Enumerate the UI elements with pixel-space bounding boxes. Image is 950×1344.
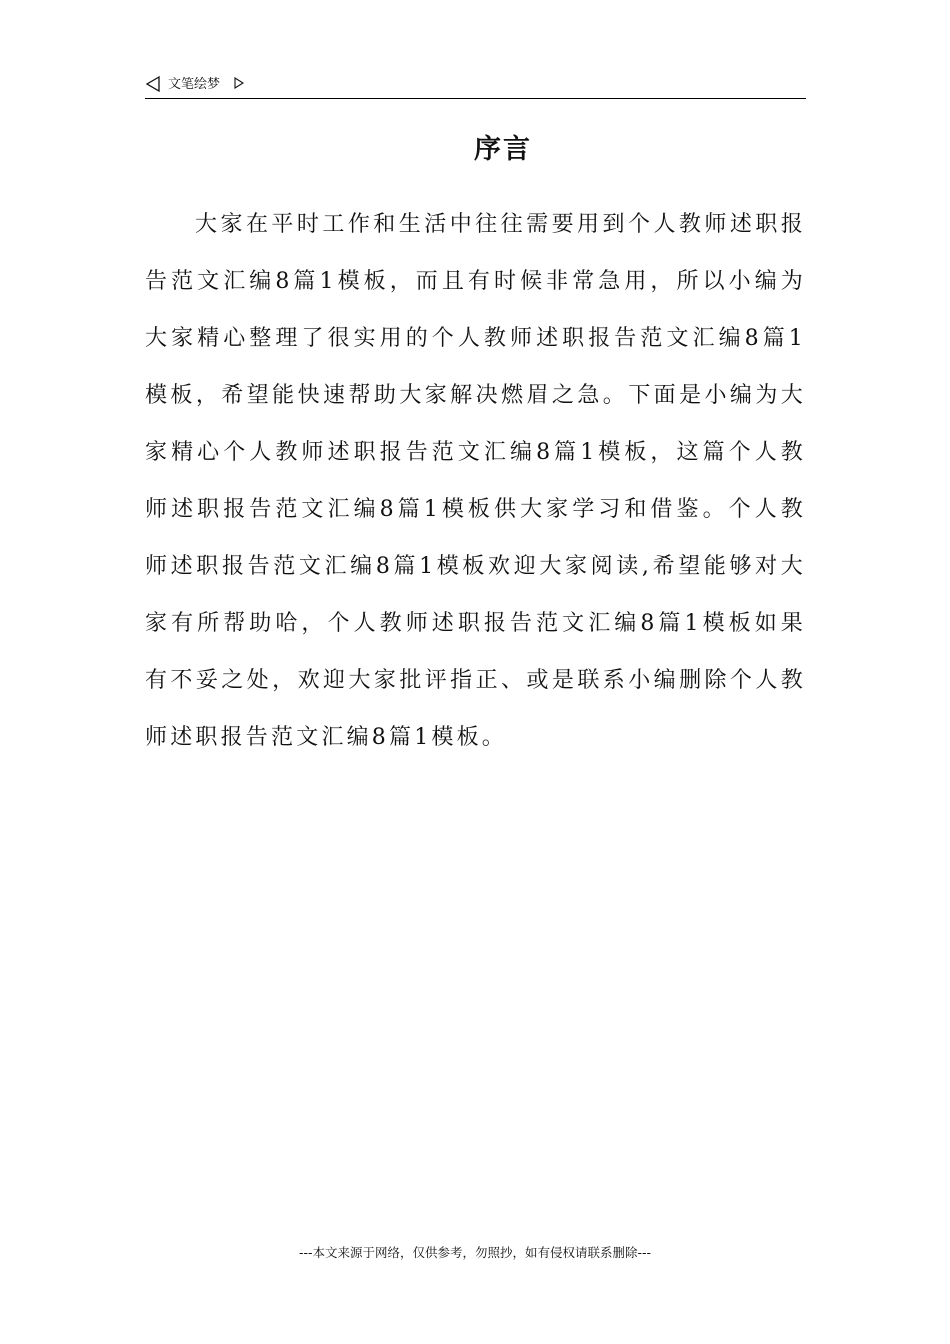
page-footer: ---本文来源于网络，仅供参考，勿照抄，如有侵权请联系删除--- — [298, 1245, 652, 1260]
triangle-left-outline-icon — [145, 76, 161, 92]
triangle-right-outline-icon — [234, 77, 244, 89]
page-header — [145, 74, 806, 99]
page-title: 序言 — [474, 134, 532, 165]
preface-paragraph: 大家在平时工作和生活中往往需要用到个人教师述职报告范文汇编8篇1模板，而且有时候非常急用，所以小编为大家精心整理了很实用的个人教师述职报告范文汇编8篇1模板，希望能快速帮助大家解决燃眉之急。下面是小编为大家精心个人教师述职报告范文汇编8篇1模板，这篇个人教师述职报告范文汇编8篇1模板供大家学习和借鉴。个人教师述职报告范文汇编8篇1模板欢迎大家阅读,希望能够对大家有所帮助哈，个人教师述职报告范文汇编8篇1模板如果有不妥之处，欢迎大家批评指正、或是联系小编删除个人教师述职报告范文汇编8篇1模板。 — [145, 212, 806, 750]
header-brand: 文笔绘梦 — [168, 77, 221, 92]
